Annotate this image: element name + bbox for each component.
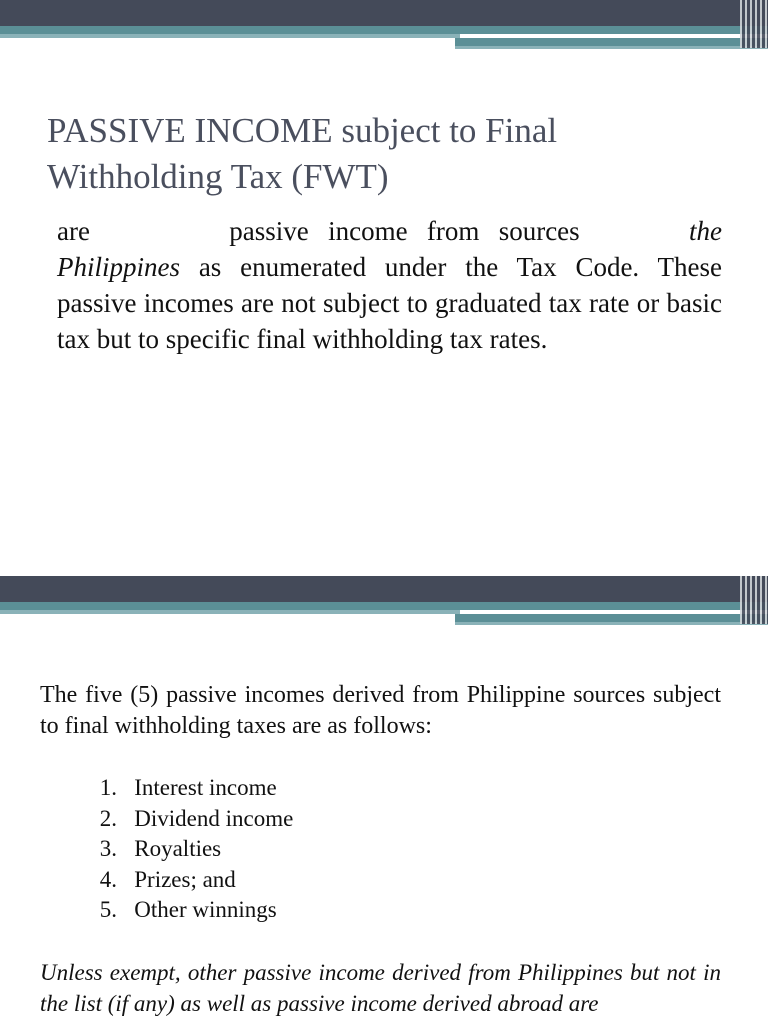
list-item: 4. Prizes; and xyxy=(99,866,236,892)
list-item: 2. Dividend income xyxy=(99,805,294,831)
para-italic: the Philippines xyxy=(57,216,723,282)
slide2-footnote: Unless exempt, other passive income derived from Philippines but not in the list (if any) as well as passive income derived abroad are xyxy=(40,960,721,1016)
para-are: are xyxy=(57,216,90,246)
para-part1: passive income from sources xyxy=(229,216,580,246)
slide2-intro: The five (5) passive incomes derived from Philippine sources subject to final withholding taxes are as follows: xyxy=(40,682,721,739)
list-item: 3. Royalties xyxy=(99,836,222,861)
title-line2: Withholding Tax (FWT) xyxy=(47,157,389,196)
slide1-paragraph xyxy=(57,213,722,357)
title-line1: PASSIVE INCOME subject to Final xyxy=(47,111,558,150)
passive-income-list xyxy=(40,773,721,926)
slide1-title xyxy=(47,108,747,200)
list-item: 5. Other winnings xyxy=(99,897,277,922)
slide2-header-band xyxy=(0,576,768,624)
slide1-header-band xyxy=(0,0,768,48)
list-item: 1. Interest income xyxy=(99,775,277,800)
para-rest: as enumerated under the Tax Code. These passive incomes are not subject to graduated tax rate or basic tax but to specific final withholding tax rates. xyxy=(57,252,722,354)
